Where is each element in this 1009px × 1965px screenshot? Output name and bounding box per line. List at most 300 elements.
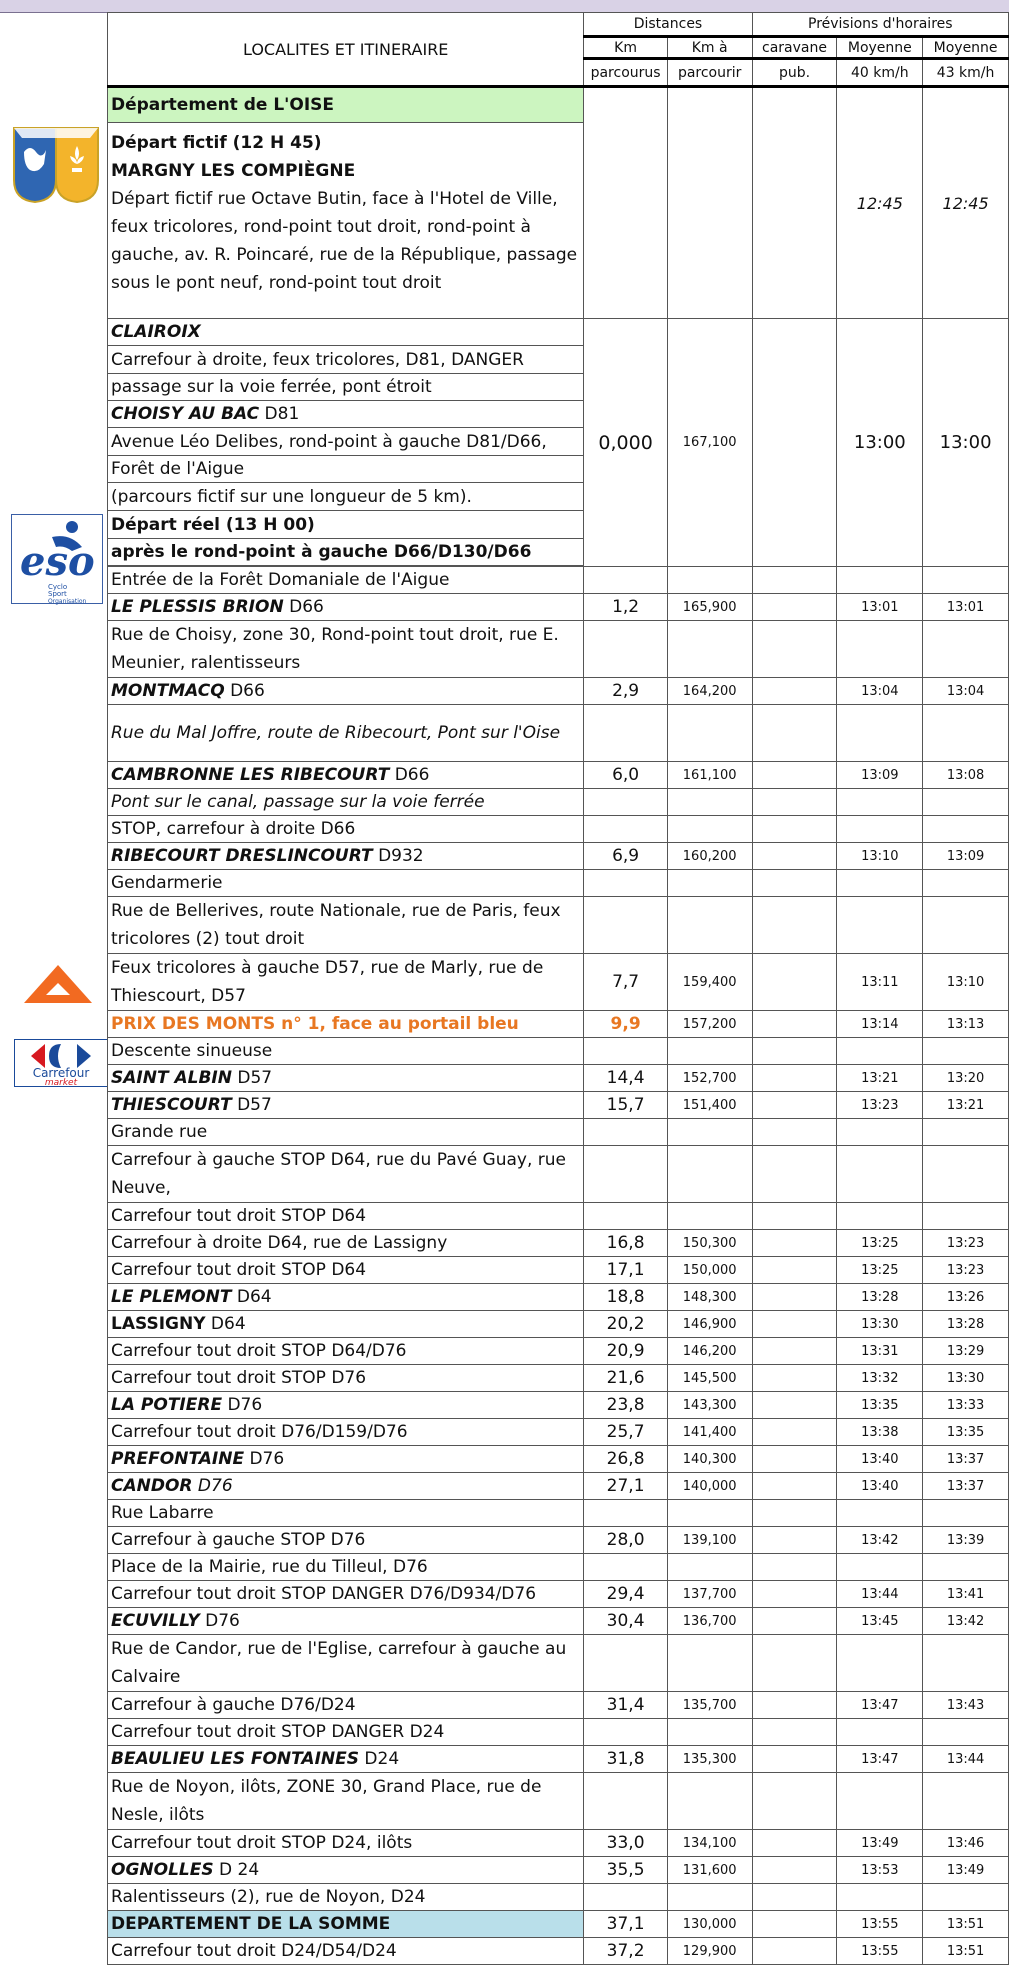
location-text: Carrefour tout droit STOP D64 bbox=[111, 1260, 367, 1280]
cell-time-43 bbox=[923, 567, 1009, 594]
cell-caravane bbox=[752, 1392, 837, 1419]
cell-time-40: 13:28 bbox=[837, 1284, 923, 1311]
cell-time-40: 13:47 bbox=[837, 1692, 923, 1719]
cell-km-done: 17,1 bbox=[584, 1257, 667, 1284]
cell-time-43: 13:04 bbox=[923, 678, 1009, 705]
cell-km-left bbox=[667, 1146, 752, 1203]
cell-time-40: 13:21 bbox=[837, 1065, 923, 1092]
itinerary-location bbox=[108, 1911, 584, 1938]
location-text: D 24 bbox=[213, 1860, 260, 1880]
table-row bbox=[108, 1038, 1009, 1065]
cell-time-40: 13:10 bbox=[837, 843, 923, 870]
table-row bbox=[108, 1554, 1009, 1581]
table-row bbox=[108, 1146, 1009, 1203]
cell-km-done bbox=[584, 1038, 667, 1065]
table-row bbox=[108, 1938, 1009, 1965]
cell-km-left bbox=[667, 816, 752, 843]
cell-time-43: 13:20 bbox=[923, 1065, 1009, 1092]
itinerary-location bbox=[108, 1857, 584, 1884]
location-text: Gendarmerie bbox=[111, 873, 223, 893]
location-text: Carrefour à gauche D76/D24 bbox=[111, 1695, 356, 1715]
cell-km-done: 7,7 bbox=[584, 954, 667, 1011]
itinerary-location bbox=[108, 1746, 584, 1773]
itinerary-location bbox=[108, 1692, 584, 1719]
cell-caravane bbox=[752, 1830, 837, 1857]
cell-km-done bbox=[584, 1635, 667, 1692]
table-row bbox=[108, 594, 1009, 621]
cell-time-40: 13:14 bbox=[837, 1011, 923, 1038]
itinerary-location bbox=[108, 1635, 584, 1692]
cell-time-40 bbox=[837, 1635, 923, 1692]
cell-caravane bbox=[752, 1365, 837, 1392]
cell-km-left bbox=[667, 1203, 752, 1230]
header-avg40: Moyenne bbox=[837, 37, 923, 59]
table-row bbox=[108, 843, 1009, 870]
cell-km-left: 160,200 bbox=[667, 843, 752, 870]
cell-caravane bbox=[752, 870, 837, 897]
table-row bbox=[108, 1830, 1009, 1857]
cell-time-43 bbox=[923, 1719, 1009, 1746]
itinerary-location bbox=[108, 1146, 584, 1203]
cell-empty bbox=[584, 87, 667, 319]
cell-km-left: 136,700 bbox=[667, 1608, 752, 1635]
location-text: Carrefour tout droit STOP D76 bbox=[111, 1368, 367, 1388]
cell-time-40 bbox=[837, 789, 923, 816]
clairoix-town: CLAIROIX bbox=[108, 319, 584, 346]
location-text: MONTMACQ bbox=[111, 681, 225, 701]
location-text: STOP, carrefour à droite D66 bbox=[111, 819, 356, 839]
cell-caravane bbox=[752, 1203, 837, 1230]
cell-time-40: 13:55 bbox=[837, 1938, 923, 1965]
itinerary-location bbox=[108, 1038, 584, 1065]
cell-caravane bbox=[752, 1746, 837, 1773]
svg-text:eso: eso bbox=[20, 538, 95, 585]
reel-km: 0,000 bbox=[584, 319, 667, 567]
cell-time-40: 13:11 bbox=[837, 954, 923, 1011]
header-caravane-sub: pub. bbox=[752, 59, 837, 87]
cell-km-left: 146,200 bbox=[667, 1338, 752, 1365]
fictif-title: Départ fictif (12 H 45) bbox=[111, 133, 322, 153]
location-text: LASSIGNY bbox=[111, 1314, 206, 1334]
cell-km-left: 165,900 bbox=[667, 594, 752, 621]
location-text: Rue du Mal Joffre, route de Ribecourt, Pont sur l'Oise bbox=[111, 723, 561, 743]
itinerary-location bbox=[108, 1884, 584, 1911]
cell-km-done: 21,6 bbox=[584, 1365, 667, 1392]
location-text: Carrefour à droite D64, rue de Lassigny bbox=[111, 1233, 448, 1253]
cell-time-40: 13:32 bbox=[837, 1365, 923, 1392]
cell-km-done bbox=[584, 1119, 667, 1146]
table-row bbox=[108, 1581, 1009, 1608]
cell-km-done: 16,8 bbox=[584, 1230, 667, 1257]
cell-km-left: 150,300 bbox=[667, 1230, 752, 1257]
cell-caravane bbox=[752, 1911, 837, 1938]
table-row bbox=[108, 1719, 1009, 1746]
cell-km-left: 146,900 bbox=[667, 1311, 752, 1338]
cell-caravane bbox=[752, 1311, 837, 1338]
cell-caravane bbox=[752, 1011, 837, 1038]
cell-caravane bbox=[752, 1230, 837, 1257]
cell-km-left: 139,100 bbox=[667, 1527, 752, 1554]
table-row bbox=[108, 762, 1009, 789]
location-text: Place de la Mairie, rue du Tilleul, D76 bbox=[111, 1557, 428, 1577]
location-text: THIESCOURT bbox=[111, 1095, 232, 1115]
cell-km-done bbox=[584, 705, 667, 762]
table-row bbox=[108, 897, 1009, 954]
cell-time-43: 13:37 bbox=[923, 1446, 1009, 1473]
location-text: D932 bbox=[372, 846, 424, 866]
itinerary-location bbox=[108, 1500, 584, 1527]
location-text: LA POTIERE bbox=[111, 1395, 223, 1415]
eso-logo-icon bbox=[11, 514, 103, 604]
cell-km-done: 20,2 bbox=[584, 1311, 667, 1338]
header-km-done-sub: parcourus bbox=[584, 59, 667, 87]
cell-caravane bbox=[752, 897, 837, 954]
itinerary-location bbox=[108, 1446, 584, 1473]
itinerary-location bbox=[108, 1338, 584, 1365]
itinerary-location bbox=[108, 1065, 584, 1092]
header-avg43: Moyenne bbox=[923, 37, 1009, 59]
location-text: RIBECOURT DRESLINCOURT bbox=[111, 846, 373, 866]
cell-empty bbox=[752, 87, 837, 319]
cell-time-43: 13:49 bbox=[923, 1857, 1009, 1884]
cell-time-43: 13:01 bbox=[923, 594, 1009, 621]
fictif-description: Départ fictif rue Octave Butin, face à l'Hotel de Ville, feux tricolores, rond-point tout droit, rond-point à gauche, av. R. Poincaré, rue de la République, passage sous le pont neuf, rond-point tout droit bbox=[111, 189, 578, 293]
cell-time-40 bbox=[837, 1038, 923, 1065]
cell-caravane bbox=[752, 1857, 837, 1884]
cell-time-40: 13:25 bbox=[837, 1230, 923, 1257]
cell-km-done: 31,8 bbox=[584, 1746, 667, 1773]
cell-time-40 bbox=[837, 1500, 923, 1527]
choisy-road: D81 bbox=[259, 404, 300, 424]
cell-km-done: 20,9 bbox=[584, 1338, 667, 1365]
cell-time-40 bbox=[837, 870, 923, 897]
fictif-block bbox=[108, 123, 584, 319]
cell-empty bbox=[667, 87, 752, 319]
cell-time-40: 13:01 bbox=[837, 594, 923, 621]
itinerary-location bbox=[108, 1257, 584, 1284]
cell-time-43 bbox=[923, 1146, 1009, 1203]
cell-km-done: 35,5 bbox=[584, 1857, 667, 1884]
cell-km-done: 25,7 bbox=[584, 1419, 667, 1446]
table-row bbox=[108, 1527, 1009, 1554]
cell-km-left: 134,100 bbox=[667, 1830, 752, 1857]
cell-time-43: 13:51 bbox=[923, 1938, 1009, 1965]
table-row bbox=[108, 1311, 1009, 1338]
cell-time-43 bbox=[923, 705, 1009, 762]
location-text: Rue de Choisy, zone 30, Rond-point tout droit, rue E. Meunier, ralentisseurs bbox=[111, 625, 559, 673]
itinerary-table bbox=[107, 12, 1009, 1965]
location-text: D64 bbox=[231, 1287, 272, 1307]
svg-text:Carrefour: Carrefour bbox=[32, 1066, 90, 1080]
oise-coat-of-arms-icon bbox=[10, 122, 102, 204]
cell-km-done bbox=[584, 1203, 667, 1230]
cell-km-done: 26,8 bbox=[584, 1446, 667, 1473]
cell-time-43 bbox=[923, 897, 1009, 954]
cell-time-40: 13:42 bbox=[837, 1527, 923, 1554]
table-row bbox=[108, 1119, 1009, 1146]
reel-subtitle: après le rond-point à gauche D66/D130/D66 bbox=[108, 539, 584, 566]
table-row bbox=[108, 816, 1009, 843]
cell-caravane bbox=[752, 1446, 837, 1473]
table-row bbox=[108, 1446, 1009, 1473]
reel-time-40: 13:00 bbox=[837, 319, 923, 567]
itinerary-sheet bbox=[107, 12, 1009, 1961]
fictif-time-43: 12:45 bbox=[923, 87, 1009, 319]
cell-km-left: 129,900 bbox=[667, 1938, 752, 1965]
location-text: Carrefour tout droit STOP DANGER D24 bbox=[111, 1722, 445, 1742]
cell-caravane bbox=[752, 1338, 837, 1365]
reel-title: Départ réel (13 H 00) bbox=[108, 511, 584, 539]
cell-time-40 bbox=[837, 1554, 923, 1581]
cell-km-done: 14,4 bbox=[584, 1065, 667, 1092]
cell-time-40: 13:30 bbox=[837, 1311, 923, 1338]
cell-time-40: 13:44 bbox=[837, 1581, 923, 1608]
cell-km-done: 37,1 bbox=[584, 1911, 667, 1938]
cell-time-40: 13:09 bbox=[837, 762, 923, 789]
location-text: D76 bbox=[244, 1449, 285, 1469]
table-row bbox=[108, 1473, 1009, 1500]
location-text: Rue de Candor, rue de l'Eglise, carrefour à gauche au Calvaire bbox=[111, 1639, 567, 1687]
header-locality: LOCALITES ET ITINERAIRE bbox=[108, 13, 584, 87]
cell-time-43: 13:30 bbox=[923, 1365, 1009, 1392]
cell-km-left: 130,000 bbox=[667, 1911, 752, 1938]
cell-time-43: 13:21 bbox=[923, 1092, 1009, 1119]
itinerary-location bbox=[108, 1092, 584, 1119]
cell-caravane bbox=[752, 1065, 837, 1092]
location-text: Carrefour tout droit STOP D64 bbox=[111, 1206, 367, 1226]
departement-oise-heading: Département de L'OISE bbox=[108, 87, 584, 123]
table-row bbox=[108, 1500, 1009, 1527]
cell-km-done: 6,0 bbox=[584, 762, 667, 789]
cell-time-43: 13:39 bbox=[923, 1527, 1009, 1554]
cell-km-left: 150,000 bbox=[667, 1257, 752, 1284]
location-text: Ralentisseurs (2), rue de Noyon, D24 bbox=[111, 1887, 426, 1907]
cell-time-40 bbox=[837, 1119, 923, 1146]
choisy-desc-1: Avenue Léo Delibes, rond-point à gauche D81/D66, bbox=[108, 428, 584, 456]
cell-km-done: 2,9 bbox=[584, 678, 667, 705]
cell-time-40: 13:35 bbox=[837, 1392, 923, 1419]
cell-km-left: 143,300 bbox=[667, 1392, 752, 1419]
cell-time-43: 13:23 bbox=[923, 1230, 1009, 1257]
choisy-desc-2: Forêt de l'Aigue bbox=[108, 456, 584, 483]
location-text: Feux tricolores à gauche D57, rue de Marly, rue de Thiescourt, D57 bbox=[111, 958, 544, 1006]
table-row bbox=[108, 1203, 1009, 1230]
cell-km-left bbox=[667, 1884, 752, 1911]
cell-time-43: 13:41 bbox=[923, 1581, 1009, 1608]
table-row bbox=[108, 1257, 1009, 1284]
location-text: Carrefour tout droit D24/D54/D24 bbox=[111, 1941, 397, 1961]
cell-time-43 bbox=[923, 1119, 1009, 1146]
cell-km-done bbox=[584, 1719, 667, 1746]
cell-caravane bbox=[752, 1284, 837, 1311]
table-row bbox=[108, 567, 1009, 594]
location-text: Carrefour tout droit STOP D24, ilôts bbox=[111, 1833, 413, 1853]
cell-time-40: 13:53 bbox=[837, 1857, 923, 1884]
cell-km-done: 18,8 bbox=[584, 1284, 667, 1311]
cell-time-43 bbox=[923, 1500, 1009, 1527]
location-text: Descente sinueuse bbox=[111, 1041, 273, 1061]
cell-km-done: 30,4 bbox=[584, 1608, 667, 1635]
location-text: D57 bbox=[231, 1095, 272, 1115]
cell-time-43: 13:09 bbox=[923, 843, 1009, 870]
cell-km-left: 161,100 bbox=[667, 762, 752, 789]
cell-km-done: 31,4 bbox=[584, 1692, 667, 1719]
header-distances: Distances bbox=[584, 13, 752, 37]
svg-text:Sport: Sport bbox=[48, 590, 67, 598]
cell-caravane bbox=[752, 789, 837, 816]
clairoix-desc-1: Carrefour à droite, feux tricolores, D81, DANGER bbox=[108, 346, 584, 374]
location-text: DEPARTEMENT DE LA SOMME bbox=[111, 1914, 391, 1934]
cell-time-40 bbox=[837, 621, 923, 678]
table-row bbox=[108, 678, 1009, 705]
cell-time-43: 13:37 bbox=[923, 1473, 1009, 1500]
cell-time-43 bbox=[923, 816, 1009, 843]
location-text: D24 bbox=[359, 1749, 400, 1769]
cell-km-left bbox=[667, 870, 752, 897]
cell-km-done: 28,0 bbox=[584, 1527, 667, 1554]
cell-km-done bbox=[584, 1500, 667, 1527]
mountain-prize-triangle-icon bbox=[22, 963, 94, 1005]
cell-caravane bbox=[752, 1038, 837, 1065]
location-text: Pont sur le canal, passage sur la voie ferrée bbox=[111, 792, 485, 812]
cell-caravane bbox=[752, 954, 837, 1011]
itinerary-location bbox=[108, 954, 584, 1011]
itinerary-location bbox=[108, 567, 584, 594]
itinerary-location bbox=[108, 1719, 584, 1746]
location-text: PREFONTAINE bbox=[111, 1449, 245, 1469]
cell-caravane bbox=[752, 1473, 837, 1500]
cell-km-done: 37,2 bbox=[584, 1938, 667, 1965]
reel-time-43: 13:00 bbox=[923, 319, 1009, 567]
fictif-time-40: 12:45 bbox=[837, 87, 923, 319]
table-row bbox=[108, 1092, 1009, 1119]
cell-caravane bbox=[752, 1635, 837, 1692]
table-row bbox=[108, 705, 1009, 762]
header-km-left-sub: parcourir bbox=[667, 59, 752, 87]
cell-time-40 bbox=[837, 1146, 923, 1203]
cell-km-left: 151,400 bbox=[667, 1092, 752, 1119]
cell-km-left bbox=[667, 1500, 752, 1527]
itinerary-location bbox=[108, 705, 584, 762]
cell-km-left bbox=[667, 1038, 752, 1065]
itinerary-location bbox=[108, 1419, 584, 1446]
location-text: SAINT ALBIN bbox=[111, 1068, 232, 1088]
cell-km-left: 131,600 bbox=[667, 1857, 752, 1884]
cell-km-done bbox=[584, 621, 667, 678]
itinerary-location bbox=[108, 1119, 584, 1146]
cell-time-43: 13:35 bbox=[923, 1419, 1009, 1446]
cell-time-40: 13:40 bbox=[837, 1473, 923, 1500]
location-text: Rue de Noyon, ilôts, ZONE 30, Grand Place, rue de Nesle, ilôts bbox=[111, 1777, 542, 1825]
table-row bbox=[108, 1065, 1009, 1092]
location-text: PRIX DES MONTS n° 1, face au portail bleu bbox=[111, 1014, 519, 1034]
table-row bbox=[108, 1392, 1009, 1419]
cell-km-done: 29,4 bbox=[584, 1581, 667, 1608]
cell-time-40: 13:31 bbox=[837, 1338, 923, 1365]
itinerary-location bbox=[108, 816, 584, 843]
itinerary-location bbox=[108, 870, 584, 897]
cell-caravane bbox=[752, 1554, 837, 1581]
cell-caravane bbox=[752, 1119, 837, 1146]
header-km-done: Km bbox=[584, 37, 667, 59]
cell-time-43: 13:23 bbox=[923, 1257, 1009, 1284]
cell-km-left bbox=[667, 1119, 752, 1146]
location-text: D66 bbox=[283, 597, 324, 617]
itinerary-location bbox=[108, 1392, 584, 1419]
reel-km-left: 167,100 bbox=[667, 319, 752, 567]
cell-time-43 bbox=[923, 870, 1009, 897]
cell-caravane bbox=[752, 762, 837, 789]
location-text: D76 bbox=[192, 1476, 233, 1496]
cell-time-40: 13:25 bbox=[837, 1257, 923, 1284]
cell-caravane bbox=[752, 816, 837, 843]
location-text: Entrée de la Forêt Domaniale de l'Aigue bbox=[111, 570, 450, 590]
cell-time-43 bbox=[923, 1773, 1009, 1830]
cell-time-43: 13:33 bbox=[923, 1392, 1009, 1419]
cell-caravane bbox=[752, 1257, 837, 1284]
table-row bbox=[108, 1365, 1009, 1392]
cell-caravane bbox=[752, 1581, 837, 1608]
cell-time-40 bbox=[837, 1719, 923, 1746]
cell-time-40: 13:55 bbox=[837, 1911, 923, 1938]
itinerary-location bbox=[108, 1527, 584, 1554]
cell-time-43: 13:46 bbox=[923, 1830, 1009, 1857]
cell-time-40: 13:49 bbox=[837, 1830, 923, 1857]
location-text: Carrefour à gauche STOP D76 bbox=[111, 1530, 366, 1550]
table-row bbox=[108, 1011, 1009, 1038]
cell-caravane bbox=[752, 1608, 837, 1635]
cell-caravane bbox=[752, 705, 837, 762]
location-text: ECUVILLY bbox=[111, 1611, 200, 1631]
cell-time-43: 13:08 bbox=[923, 762, 1009, 789]
svg-text:Organisation: Organisation bbox=[48, 598, 87, 605]
choisy-row bbox=[108, 401, 584, 428]
choisy-town: CHOISY AU BAC bbox=[111, 404, 260, 424]
cell-time-40: 13:23 bbox=[837, 1092, 923, 1119]
cell-time-40 bbox=[837, 1203, 923, 1230]
location-text: D76 bbox=[199, 1611, 240, 1631]
cell-km-left: 148,300 bbox=[667, 1284, 752, 1311]
cell-caravane bbox=[752, 1773, 837, 1830]
itinerary-location bbox=[108, 1284, 584, 1311]
itinerary-location bbox=[108, 621, 584, 678]
cell-km-left bbox=[667, 897, 752, 954]
itinerary-location bbox=[108, 1230, 584, 1257]
table-row bbox=[108, 1608, 1009, 1635]
cell-km-left bbox=[667, 621, 752, 678]
cell-time-43: 13:44 bbox=[923, 1746, 1009, 1773]
cell-km-left: 137,700 bbox=[667, 1581, 752, 1608]
cell-time-40 bbox=[837, 1884, 923, 1911]
cell-caravane bbox=[752, 1938, 837, 1965]
cell-caravane bbox=[752, 1719, 837, 1746]
header-avg40-sub: 40 km/h bbox=[837, 59, 923, 87]
itinerary-location bbox=[108, 1938, 584, 1965]
cell-km-done bbox=[584, 1884, 667, 1911]
cell-time-40 bbox=[837, 705, 923, 762]
table-row bbox=[108, 1284, 1009, 1311]
itinerary-location bbox=[108, 1365, 584, 1392]
clairoix-desc-2: passage sur la voie ferrée, pont étroit bbox=[108, 374, 584, 401]
table-row bbox=[108, 621, 1009, 678]
cell-time-40 bbox=[837, 1773, 923, 1830]
choisy-desc-3: (parcours fictif sur une longueur de 5 km). bbox=[108, 483, 584, 511]
table-row bbox=[108, 870, 1009, 897]
cell-caravane bbox=[752, 1146, 837, 1203]
itinerary-location bbox=[108, 1554, 584, 1581]
table-row bbox=[108, 1746, 1009, 1773]
location-text: CANDOR bbox=[111, 1476, 193, 1496]
